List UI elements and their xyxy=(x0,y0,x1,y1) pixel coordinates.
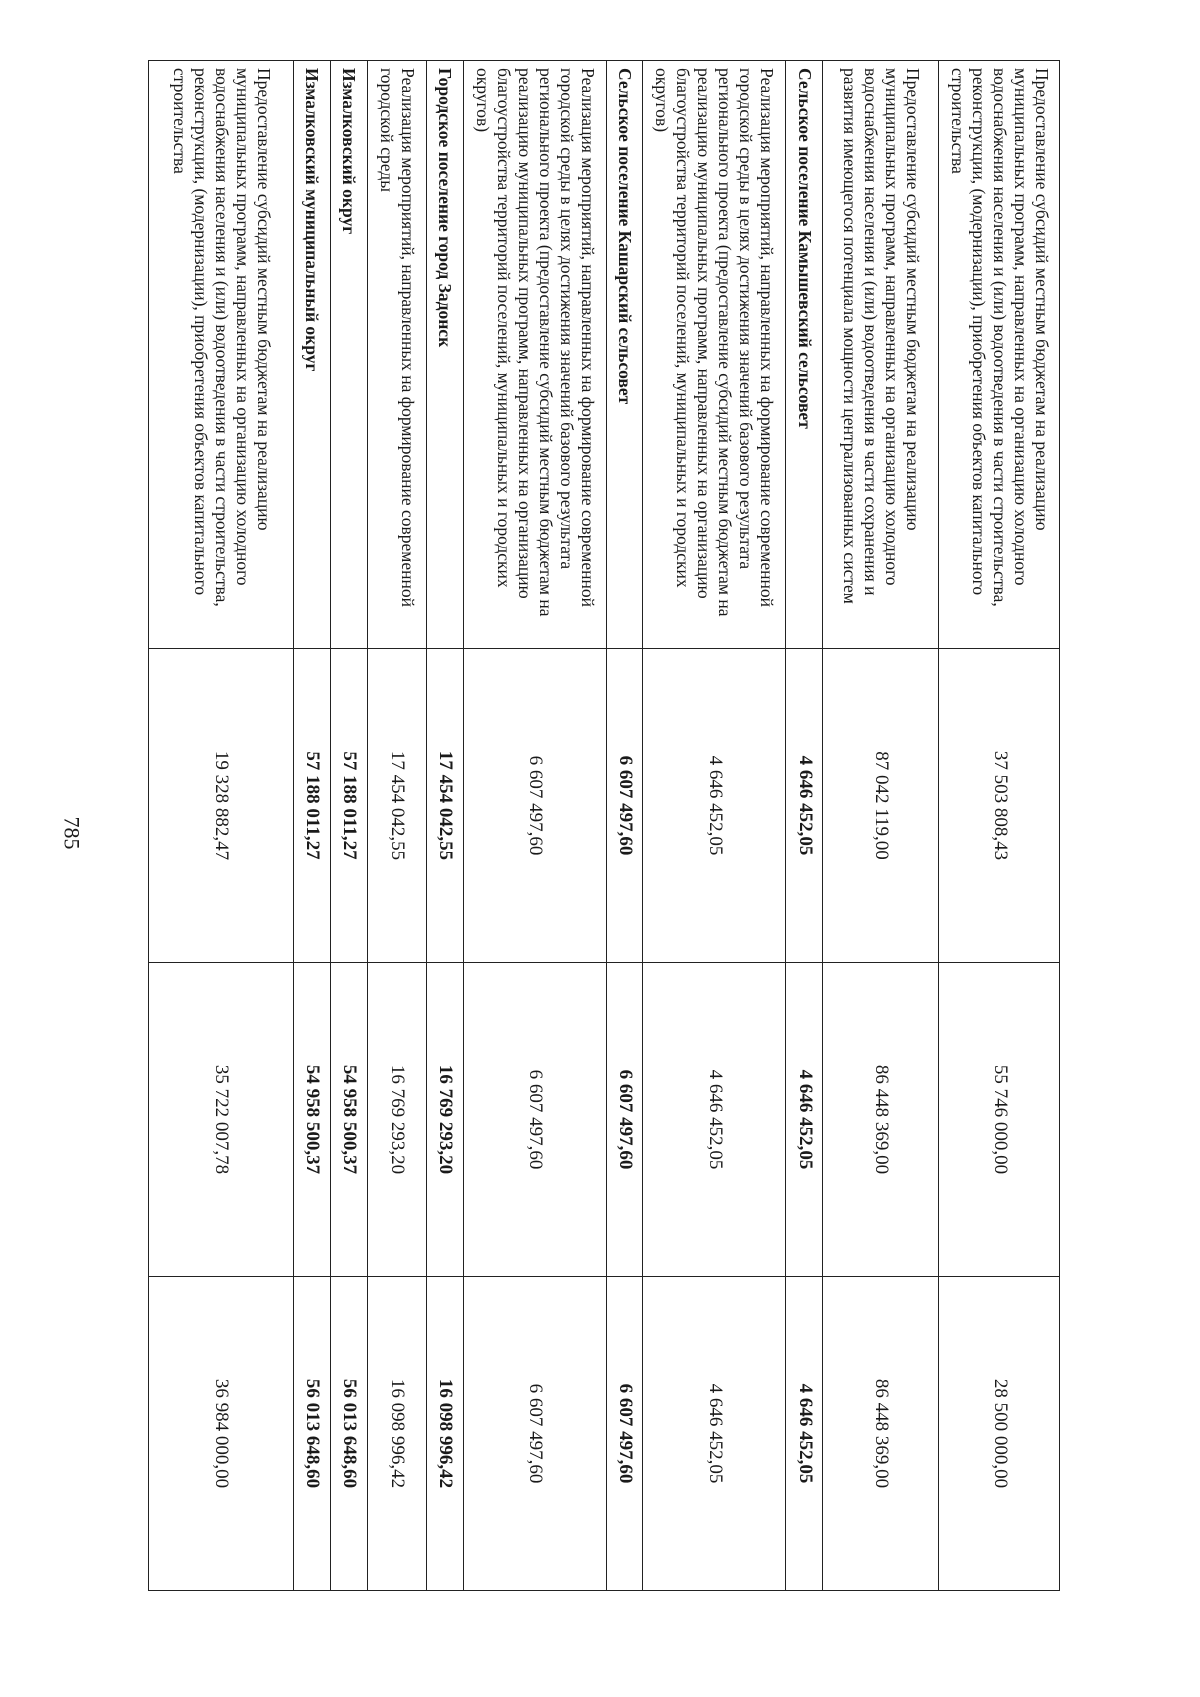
table-row-subtotal xyxy=(294,61,331,1591)
table-row-subtotal xyxy=(330,61,367,1591)
row-description: Предоставление субсидий местным бюджетам на реализацию муниципальных программ, направленных на организацию холодного водоснабжения населения и (или) водоотведения в части строительства, реконструкции, (модернизации), приобретения объектов капитального строительства xyxy=(939,61,1060,649)
row-description: Реализация мероприятий, направленных на формирование современной городской среды в целях достижения значений базового результата регионального проекта (предоставление субсидий местным бюджетам на реализацию муниципальных программ, направленных на организацию благоустройства территорий поселений, муниципальных и городских округов) xyxy=(463,61,606,649)
row-value-2: 16 769 293,20 xyxy=(367,963,426,1277)
row-value-1: 17 454 042,55 xyxy=(367,649,426,963)
row-description: Предоставление субсидий местным бюджетам на реализацию муниципальных программ, направленных на организацию холодного водоснабжения населения и (или) водоотведения в части сохранения и развития имеющегося потенциала мощности централизованных систем xyxy=(823,61,939,649)
row-value-2: 4 646 452,05 xyxy=(643,963,786,1277)
table-row xyxy=(643,61,786,1591)
row-value-1: 37 503 808,43 xyxy=(939,649,1060,963)
row-value-3: 36 984 000,00 xyxy=(149,1277,294,1591)
page-number: 785 xyxy=(59,816,85,850)
budget-table xyxy=(148,60,1060,1591)
row-value-1: 57 188 011,27 xyxy=(294,649,331,963)
row-value-2: 35 722 007,78 xyxy=(149,963,294,1277)
row-description: Измалковский муниципальный округ xyxy=(294,61,331,649)
row-description: Сельское поселение Кашарский сельсовет xyxy=(606,61,643,649)
row-value-3: 56 013 648,60 xyxy=(330,1277,367,1591)
row-value-3: 28 500 000,00 xyxy=(939,1277,1060,1591)
row-value-3: 4 646 452,05 xyxy=(786,1277,823,1591)
table-row xyxy=(823,61,939,1591)
row-description: Измалковский округ xyxy=(330,61,367,649)
row-value-3: 4 646 452,05 xyxy=(643,1277,786,1591)
row-description: Реализация мероприятий, направленных на формирование современной городской среды xyxy=(367,61,426,649)
row-value-3: 6 607 497,60 xyxy=(463,1277,606,1591)
table-row-subtotal xyxy=(786,61,823,1591)
table-row xyxy=(939,61,1060,1591)
row-value-3: 56 013 648,60 xyxy=(294,1277,331,1591)
table-row xyxy=(149,61,294,1591)
row-value-2: 54 958 500,37 xyxy=(330,963,367,1277)
table-row xyxy=(367,61,426,1591)
row-value-3: 6 607 497,60 xyxy=(606,1277,643,1591)
row-value-1: 4 646 452,05 xyxy=(643,649,786,963)
row-value-1: 6 607 497,60 xyxy=(463,649,606,963)
row-value-1: 6 607 497,60 xyxy=(606,649,643,963)
row-value-1: 87 042 119,00 xyxy=(823,649,939,963)
row-value-2: 54 958 500,37 xyxy=(294,963,331,1277)
row-description: Сельское поселение Камышевский сельсовет xyxy=(786,61,823,649)
row-value-3: 16 098 996,42 xyxy=(367,1277,426,1591)
row-value-3: 86 448 369,00 xyxy=(823,1277,939,1591)
rotated-table-scan xyxy=(148,60,1060,1590)
row-value-1: 19 328 882,47 xyxy=(149,649,294,963)
row-value-1: 17 454 042,55 xyxy=(426,649,463,963)
row-value-2: 4 646 452,05 xyxy=(786,963,823,1277)
row-value-1: 4 646 452,05 xyxy=(786,649,823,963)
row-value-3: 16 098 996,42 xyxy=(426,1277,463,1591)
row-value-2: 6 607 497,60 xyxy=(463,963,606,1277)
row-value-2: 6 607 497,60 xyxy=(606,963,643,1277)
table-row-subtotal xyxy=(606,61,643,1591)
row-description: Городское поселение город Задонск xyxy=(426,61,463,649)
row-value-2: 16 769 293,20 xyxy=(426,963,463,1277)
row-value-2: 55 746 000,00 xyxy=(939,963,1060,1277)
row-value-2: 86 448 369,00 xyxy=(823,963,939,1277)
table-row xyxy=(463,61,606,1591)
row-description: Предоставление субсидий местным бюджетам на реализацию муниципальных программ, направленных на организацию холодного водоснабжения населения и (или) водоотведения в части строительства, реконструкции, (модернизации), приобретения объектов капитального строительства xyxy=(149,61,294,649)
row-value-1: 57 188 011,27 xyxy=(330,649,367,963)
table-row-subtotal xyxy=(426,61,463,1591)
row-description: Реализация мероприятий, направленных на формирование современной городской среды в целях достижения значений базового результата регионального проекта (предоставление субсидий местным бюджетам на реализацию муниципальных программ, направленных на организацию благоустройства территорий поселений, муниципальных и городских округов) xyxy=(643,61,786,649)
